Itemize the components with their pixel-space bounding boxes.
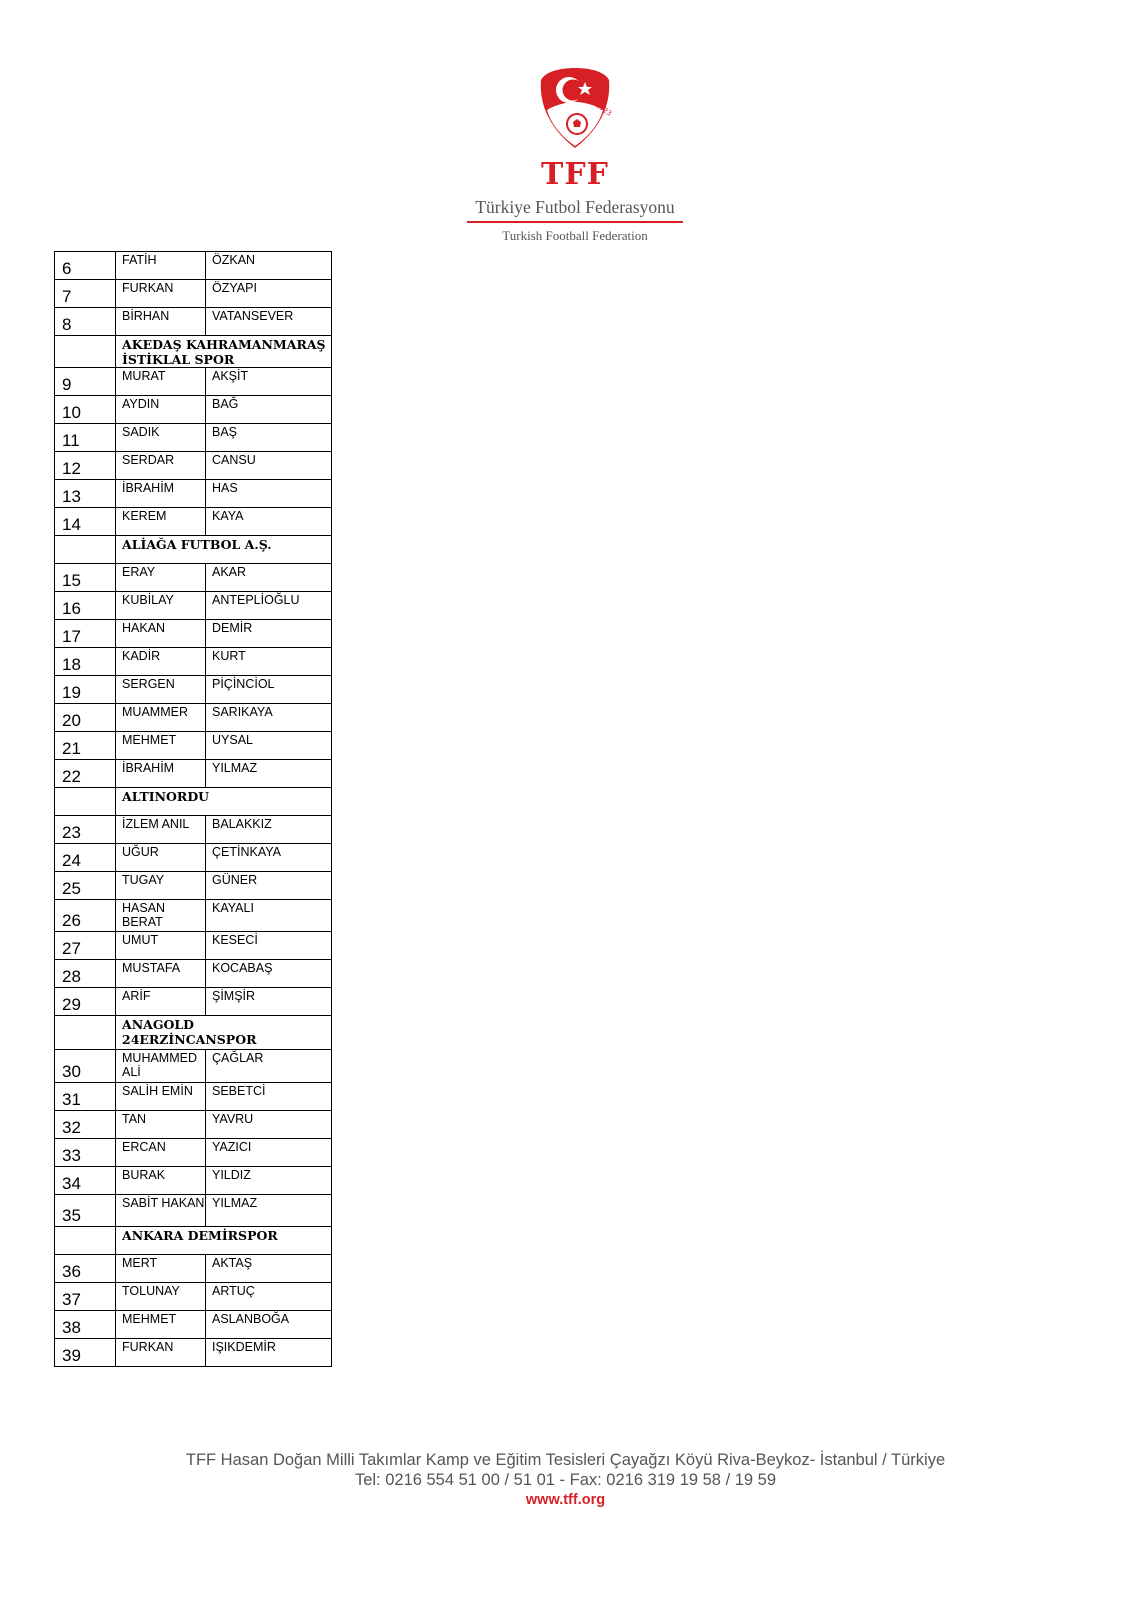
player-number: 17	[55, 620, 116, 648]
player-row	[55, 844, 332, 872]
letterhead	[450, 66, 700, 244]
page-footer	[0, 1450, 1131, 1510]
player-number: 19	[55, 676, 116, 704]
club-name: ALİAĞA FUTBOL A.Ş.	[116, 536, 332, 564]
player-last-name: YILDIZ	[206, 1167, 332, 1195]
player-number: 25	[55, 872, 116, 900]
player-row	[55, 368, 332, 396]
club-name: AKEDAŞ KAHRAMANMARAŞ İSTİKLAL SPOR	[116, 336, 332, 368]
player-row	[55, 732, 332, 760]
player-number: 15	[55, 564, 116, 592]
player-row	[55, 676, 332, 704]
player-last-name: KOCABAŞ	[206, 960, 332, 988]
player-number: 39	[55, 1339, 116, 1367]
player-row	[55, 508, 332, 536]
player-number: 6	[55, 252, 116, 280]
player-last-name: ASLANBOĞA	[206, 1311, 332, 1339]
club-header-blank-cell	[55, 1016, 116, 1050]
player-number: 37	[55, 1283, 116, 1311]
player-first-name: AYDIN	[116, 396, 206, 424]
player-first-name: SADIK	[116, 424, 206, 452]
player-first-name: İBRAHİM	[116, 760, 206, 788]
player-first-name: İZLEM ANIL	[116, 816, 206, 844]
club-header-blank-cell	[55, 536, 116, 564]
player-first-name: FURKAN	[116, 1339, 206, 1367]
player-row	[55, 1339, 332, 1367]
player-last-name: ANTEPLİOĞLU	[206, 592, 332, 620]
player-first-name: KEREM	[116, 508, 206, 536]
player-row	[55, 1283, 332, 1311]
club-name: ANAGOLD 24ERZİNCANSPOR	[116, 1016, 332, 1050]
player-number: 20	[55, 704, 116, 732]
player-last-name: CANSU	[206, 452, 332, 480]
player-number: 28	[55, 960, 116, 988]
player-last-name: YAVRU	[206, 1111, 332, 1139]
player-number: 9	[55, 368, 116, 396]
player-number: 35	[55, 1195, 116, 1227]
player-row	[55, 424, 332, 452]
player-number: 10	[55, 396, 116, 424]
player-row	[55, 816, 332, 844]
club-header-blank-cell	[55, 336, 116, 368]
player-number: 31	[55, 1083, 116, 1111]
player-number: 11	[55, 424, 116, 452]
player-row	[55, 564, 332, 592]
player-number: 36	[55, 1255, 116, 1283]
player-row	[55, 252, 332, 280]
player-row	[55, 1195, 332, 1227]
player-first-name: KUBİLAY	[116, 592, 206, 620]
player-row	[55, 900, 332, 932]
player-last-name: IŞIKDEMİR	[206, 1339, 332, 1367]
player-last-name: ÖZYAPI	[206, 280, 332, 308]
player-first-name: MERT	[116, 1255, 206, 1283]
club-header-row	[55, 336, 332, 368]
player-row	[55, 648, 332, 676]
player-number: 27	[55, 932, 116, 960]
player-row	[55, 1311, 332, 1339]
player-row	[55, 1139, 332, 1167]
player-row	[55, 1167, 332, 1195]
club-header-blank-cell	[55, 1227, 116, 1255]
player-first-name: SABİT HAKAN	[116, 1195, 206, 1227]
player-last-name: ÇAĞLAR	[206, 1050, 332, 1083]
player-first-name: TUGAY	[116, 872, 206, 900]
player-first-name: UMUT	[116, 932, 206, 960]
player-first-name: İBRAHİM	[116, 480, 206, 508]
player-last-name: AKTAŞ	[206, 1255, 332, 1283]
player-number: 14	[55, 508, 116, 536]
player-first-name: HASAN BERAT	[116, 900, 206, 932]
player-first-name: MEHMET	[116, 732, 206, 760]
player-number: 7	[55, 280, 116, 308]
player-row	[55, 592, 332, 620]
player-number: 12	[55, 452, 116, 480]
player-first-name: UĞUR	[116, 844, 206, 872]
player-first-name: TOLUNAY	[116, 1283, 206, 1311]
player-first-name: SERDAR	[116, 452, 206, 480]
player-first-name: KADİR	[116, 648, 206, 676]
club-header-blank-cell	[55, 788, 116, 816]
player-first-name: MUAMMER	[116, 704, 206, 732]
player-last-name: UYSAL	[206, 732, 332, 760]
player-last-name: HAS	[206, 480, 332, 508]
player-last-name: KAYA	[206, 508, 332, 536]
player-last-name: PİÇİNCİOL	[206, 676, 332, 704]
player-last-name: AKŞİT	[206, 368, 332, 396]
player-number: 22	[55, 760, 116, 788]
player-number: 38	[55, 1311, 116, 1339]
player-number: 24	[55, 844, 116, 872]
player-number: 32	[55, 1111, 116, 1139]
player-first-name: TAN	[116, 1111, 206, 1139]
player-last-name: SEBETCİ	[206, 1083, 332, 1111]
player-last-name: DEMİR	[206, 620, 332, 648]
player-row	[55, 480, 332, 508]
player-last-name: VATANSEVER	[206, 308, 332, 336]
player-last-name: KESECİ	[206, 932, 332, 960]
player-number: 16	[55, 592, 116, 620]
player-first-name: FATİH	[116, 252, 206, 280]
player-number: 8	[55, 308, 116, 336]
player-row	[55, 932, 332, 960]
footer-phone-fax: Tel: 0216 554 51 00 / 51 01 - Fax: 0216 319 19 58 / 19 59	[354, 1471, 777, 1489]
player-number: 33	[55, 1139, 116, 1167]
player-last-name: BALAKKIZ	[206, 816, 332, 844]
player-last-name: KAYALI	[206, 900, 332, 932]
player-row	[55, 1255, 332, 1283]
player-first-name: FURKAN	[116, 280, 206, 308]
player-last-name: YILMAZ	[206, 760, 332, 788]
player-first-name: MUHAMMED ALİ	[116, 1050, 206, 1083]
federation-name-tr: Türkiye Futbol Federasyonu	[475, 197, 675, 217]
player-number: 21	[55, 732, 116, 760]
player-number: 23	[55, 816, 116, 844]
player-row	[55, 872, 332, 900]
player-first-name: SERGEN	[116, 676, 206, 704]
player-last-name: KURT	[206, 648, 332, 676]
player-first-name: ERAY	[116, 564, 206, 592]
player-row	[55, 760, 332, 788]
player-row	[55, 452, 332, 480]
player-row	[55, 704, 332, 732]
player-row	[55, 1050, 332, 1083]
player-row	[55, 280, 332, 308]
player-first-name: MUSTAFA	[116, 960, 206, 988]
federation-name-en: Turkish Football Federation	[502, 228, 648, 243]
player-last-name: BAŞ	[206, 424, 332, 452]
club-header-row	[55, 1227, 332, 1255]
player-list-body	[55, 252, 332, 1367]
club-header-row	[55, 536, 332, 564]
player-row	[55, 308, 332, 336]
player-row	[55, 988, 332, 1016]
player-row	[55, 1083, 332, 1111]
club-header-row	[55, 788, 332, 816]
player-first-name: ARİF	[116, 988, 206, 1016]
federation-abbreviation: TFF	[541, 157, 609, 192]
header-rule	[467, 221, 683, 223]
player-last-name: YAZICI	[206, 1139, 332, 1167]
player-last-name: AKAR	[206, 564, 332, 592]
player-last-name: ARTUÇ	[206, 1283, 332, 1311]
footer-website-link[interactable]: www.tff.org	[525, 1492, 606, 1508]
club-header-row	[55, 1016, 332, 1050]
player-last-name: ÖZKAN	[206, 252, 332, 280]
player-number: 26	[55, 900, 116, 932]
player-last-name: ÇETİNKAYA	[206, 844, 332, 872]
player-first-name: HAKAN	[116, 620, 206, 648]
tff-crest-logo	[539, 66, 614, 150]
player-row	[55, 1111, 332, 1139]
player-row	[55, 396, 332, 424]
player-number: 34	[55, 1167, 116, 1195]
player-first-name: BİRHAN	[116, 308, 206, 336]
player-last-name: GÜNER	[206, 872, 332, 900]
player-number: 18	[55, 648, 116, 676]
player-list-table	[54, 251, 332, 1367]
player-number: 29	[55, 988, 116, 1016]
player-first-name: BURAK	[116, 1167, 206, 1195]
club-name: ANKARA DEMİRSPOR	[116, 1227, 332, 1255]
svg-text:1923: 1923	[593, 101, 614, 118]
player-first-name: MURAT	[116, 368, 206, 396]
player-number: 30	[55, 1050, 116, 1083]
player-row	[55, 960, 332, 988]
footer-address: TFF Hasan Doğan Milli Takımlar Kamp ve Eğitim Tesisleri Çayağzı Köyü Riva-Beykoz- İstanbul / Türkiye	[185, 1451, 946, 1469]
player-first-name: ERCAN	[116, 1139, 206, 1167]
player-last-name: ŞİMŞİR	[206, 988, 332, 1016]
player-row	[55, 620, 332, 648]
player-last-name: SARIKAYA	[206, 704, 332, 732]
player-number: 13	[55, 480, 116, 508]
player-first-name: MEHMET	[116, 1311, 206, 1339]
player-last-name: YILMAZ	[206, 1195, 332, 1227]
player-first-name: SALİH EMİN	[116, 1083, 206, 1111]
player-last-name: BAĞ	[206, 396, 332, 424]
club-name: ALTINORDU	[116, 788, 332, 816]
